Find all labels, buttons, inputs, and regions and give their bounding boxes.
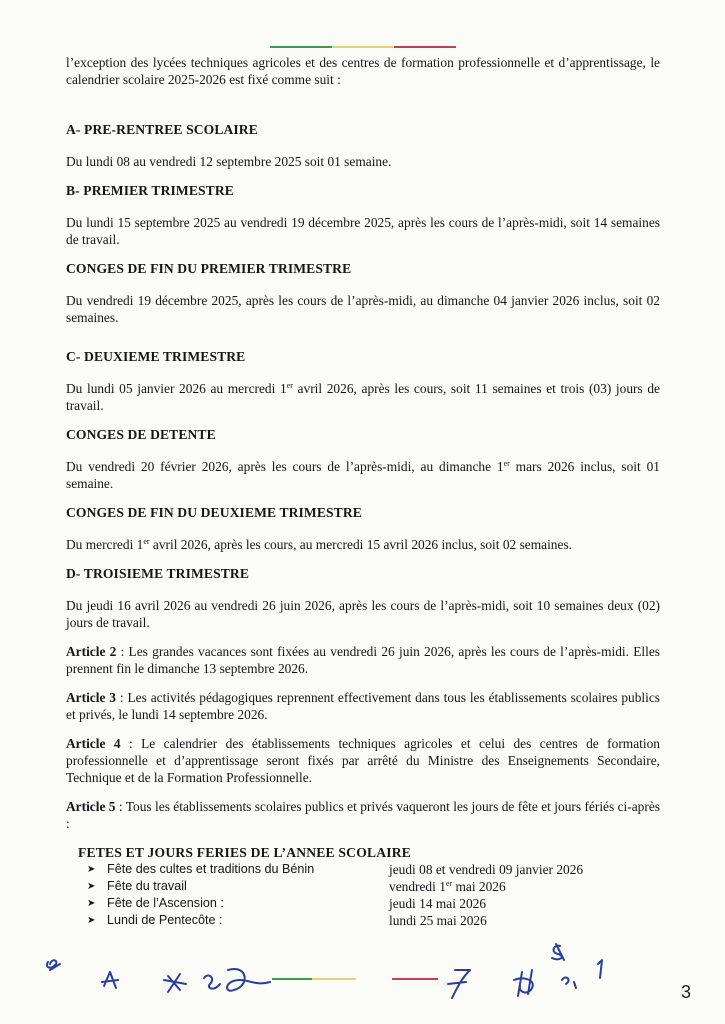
- fete-name: Lundi de Pentecôte :: [107, 913, 223, 927]
- initial-mark: [552, 944, 564, 960]
- article-2-text: : Les grandes vacances sont fixées au vendredi 26 juin 2026, après les cours de l’après-midi. Elles prennent fin le dimanche 13 septembre 2026.: [66, 644, 660, 676]
- initial-mark: [102, 972, 118, 988]
- top-flag-rule-green: [270, 46, 332, 48]
- conges-deuxieme-sup: er: [143, 537, 150, 546]
- fete-name: Fête de l’Ascension :: [107, 896, 224, 910]
- fete-item: [87, 895, 660, 912]
- initial-mark: [448, 970, 470, 998]
- fete-date: lundi 25 mai 2026: [389, 913, 487, 928]
- article-3-text: : Les activités pédagogiques reprennent effectivement dans tous les établissements scolaires publics et privés, le lundi 14 septembre 2026.: [66, 690, 660, 722]
- article-3: [66, 689, 660, 723]
- fete-date-part2: mai 2026: [452, 879, 506, 894]
- fete-date: jeudi 08 et vendredi 09 janvier 2026: [389, 862, 584, 877]
- section-c-text: [66, 380, 660, 414]
- article-4: [66, 735, 660, 786]
- section-c-text-part1: Du lundi 05 janvier 2026 au mercredi 1: [66, 381, 287, 396]
- conges-detente-text: [66, 458, 660, 492]
- conges-deuxieme-trimestre-title: CONGES DE FIN DU DEUXIEME TRIMESTRE: [66, 505, 362, 520]
- article-2: [66, 643, 660, 677]
- initial-mark: [164, 974, 186, 992]
- initials-footer: [0, 940, 725, 1010]
- top-flag-rule-red: [394, 46, 456, 48]
- article-3-label: Article 3: [66, 690, 116, 705]
- fete-date: [389, 878, 660, 895]
- initial-mark: [227, 969, 270, 991]
- section-b-title: B- PREMIER TRIMESTRE: [66, 183, 234, 198]
- initial-mark: [204, 976, 220, 989]
- top-flag-rule-yellow: [332, 46, 394, 48]
- fete-item: [87, 912, 660, 929]
- section-c-sup: er: [286, 381, 293, 390]
- initial-mark: [598, 960, 602, 978]
- fete-date: jeudi 14 mai 2026: [389, 896, 487, 911]
- document-body: [66, 54, 660, 929]
- section-c-title: C- DEUXIEME TRIMESTRE: [66, 349, 246, 364]
- arrowhead-bullet-icon: ➤: [87, 864, 96, 875]
- fete-name: Fête des cultes et traditions du Bénin: [107, 862, 315, 876]
- initial-mark: [562, 977, 576, 988]
- article-5-label: Article 5: [66, 799, 116, 814]
- section-a-text: Du lundi 08 au vendredi 12 septembre 2025 soit 01 semaine.: [66, 154, 392, 169]
- handwritten-initials-icon: [0, 940, 725, 1010]
- conges-deuxieme-text-part1: Du mercredi 1: [66, 537, 144, 552]
- conges-deuxieme-trimestre-text: [66, 536, 660, 553]
- article-4-label: Article 4: [66, 736, 121, 751]
- arrowhead-bullet-icon: ➤: [87, 915, 96, 926]
- intro-paragraph: l’exception des lycées techniques agricoles et des centres de formation professionnelle et d’apprentissage, le calendrier scolaire 2025-2026 est fixé comme suit :: [66, 55, 660, 87]
- conges-detente-sup: er: [503, 459, 510, 468]
- section-d-text: Du jeudi 16 avril 2026 au vendredi 26 juin 2026, après les cours de l’après-midi, soit 10 semaines deux (02) jours de travail.: [66, 598, 660, 630]
- page-number: 3: [681, 982, 692, 1002]
- article-4-text: : Le calendrier des établissements techniques agricoles et celui des centres de formation professionnelle et d’apprentissage seront fixés par arrêté du Ministre des Enseignements Secondaire, Technique et de la Formation Professionnelle.: [66, 736, 660, 785]
- arrowhead-bullet-icon: ➤: [87, 881, 96, 892]
- conges-detente-text-part2: mars 2026 inclus, soit 01 semaine.: [66, 459, 660, 491]
- section-c-text-part2: avril 2026, après les cours, soit 11 semaines et trois (03) jours de travail.: [66, 381, 660, 413]
- fete-date-sup: er: [445, 879, 453, 888]
- section-a-title: A- PRE-RENTREE SCOLAIRE: [66, 122, 258, 137]
- fete-item: [87, 861, 660, 878]
- article-5: [66, 798, 660, 832]
- conges-premier-trimestre-text: Du vendredi 19 décembre 2025, après les cours de l’après-midi, au dimanche 04 janvier 2026 inclus, soit 02 semaines.: [66, 293, 660, 325]
- fete-date-part1: vendredi 1: [389, 879, 446, 894]
- fete-name: Fête du travail: [107, 879, 187, 893]
- fete-item: [87, 878, 660, 895]
- conges-detente-title: CONGES DE DETENTE: [66, 427, 216, 442]
- article-2-label: Article 2: [66, 644, 117, 659]
- article-5-text: : Tous les établissements scolaires publics et privés vaqueront les jours de fête et jours fériés ci-après :: [66, 799, 660, 831]
- fetes-list: [66, 861, 660, 929]
- fetes-title: FETES ET JOURS FERIES DE L’ANNEE SCOLAIRE: [78, 845, 412, 860]
- section-b-text: Du lundi 15 septembre 2025 au vendredi 19 décembre 2025, après les cours de l’après-midi, soit 14 semaines de travail.: [66, 215, 660, 247]
- conges-deuxieme-text-part2: avril 2026, après les cours, au mercredi 15 avril 2026 inclus, soit 02 semaines.: [149, 537, 573, 552]
- section-d-title: D- TROISIEME TRIMESTRE: [66, 566, 249, 581]
- arrowhead-bullet-icon: ➤: [87, 898, 96, 909]
- conges-detente-text-part1: Du vendredi 20 février 2026, après les cours de l’après-midi, au dimanche 1: [66, 459, 504, 474]
- initial-mark: [514, 970, 533, 996]
- conges-premier-trimestre-title: CONGES DE FIN DU PREMIER TRIMESTRE: [66, 261, 352, 276]
